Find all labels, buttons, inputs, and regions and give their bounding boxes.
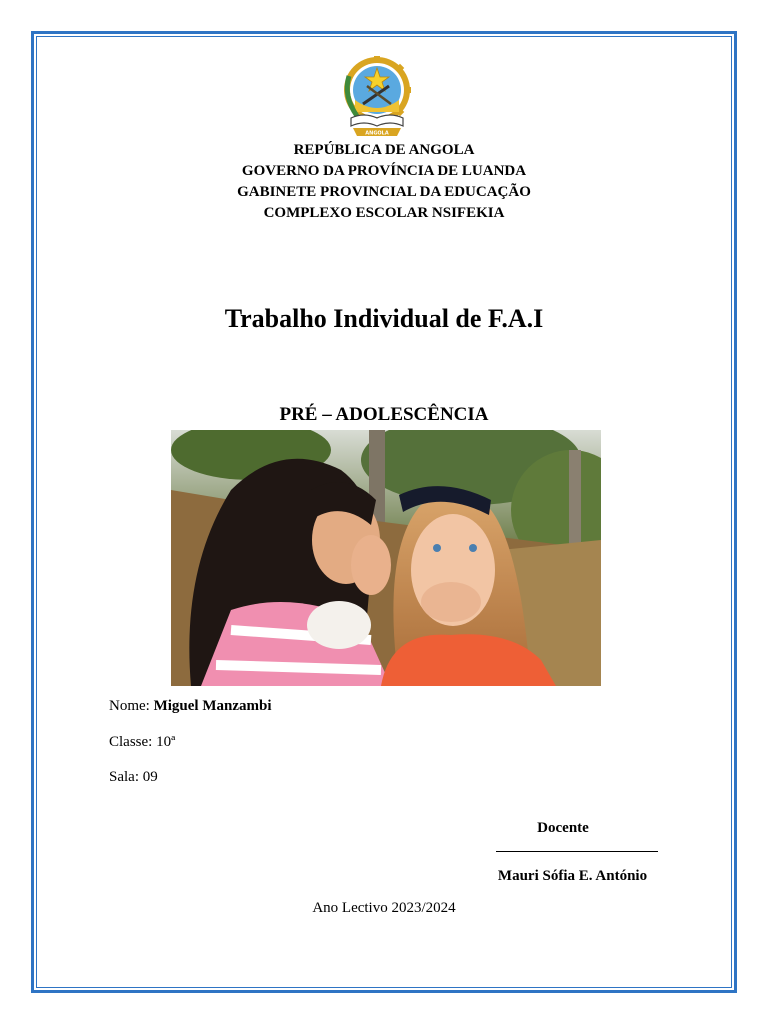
- academic-year: Ano Lectivo 2023/2024: [312, 900, 456, 916]
- name-label: Nome:: [109, 698, 154, 714]
- teacher-name: Mauri Sófia E. António: [497, 868, 648, 884]
- cover-photo: [171, 430, 601, 686]
- header-line-office: GABINETE PROVINCIAL DA EDUCAÇÃO: [237, 184, 531, 200]
- coat-of-arms-icon: [339, 56, 415, 138]
- emblem-banner-text: ANGOLA: [365, 130, 389, 137]
- teacher-label: Docente: [537, 820, 589, 836]
- student-name: Miguel Manzambi: [153, 698, 272, 714]
- header-line-province: GOVERNO DA PROVÍNCIA DE LUANDA: [241, 163, 527, 179]
- document-subtitle: PRÉ – ADOLESCÊNCIA: [279, 404, 489, 425]
- name-field: [109, 698, 271, 715]
- institution-header: [0, 140, 768, 224]
- header-line-country: REPÚBLICA DE ANGOLA: [293, 142, 475, 158]
- class-field: Classe: 10ª: [109, 734, 176, 750]
- signature-line: [496, 851, 658, 852]
- room-field: Sala: 09: [109, 769, 158, 785]
- header-line-school: COMPLEXO ESCOLAR NSIFEKIA: [263, 205, 505, 221]
- document-title: Trabalho Individual de F.A.I: [224, 304, 544, 333]
